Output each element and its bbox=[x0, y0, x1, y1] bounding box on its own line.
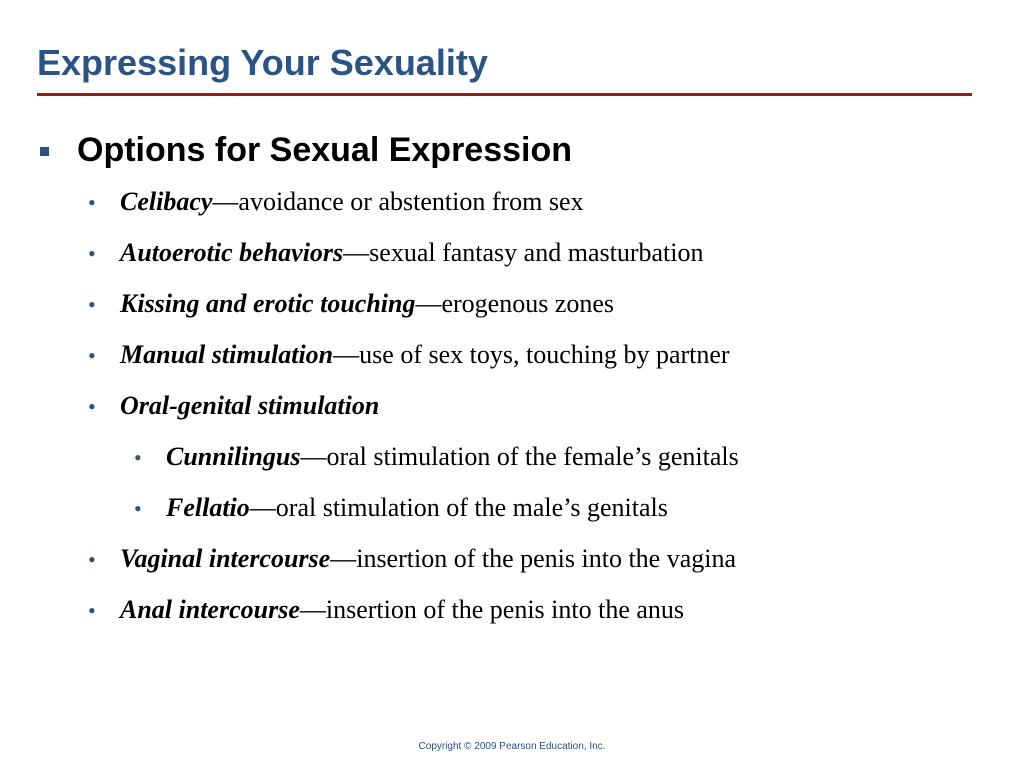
bullet-icon: • bbox=[88, 241, 96, 266]
item-description: —oral stimulation of the female’s genitals bbox=[300, 442, 739, 471]
bullet-icon: • bbox=[88, 394, 96, 419]
item-description: —insertion of the penis into the vagina bbox=[330, 544, 737, 573]
list-item bbox=[88, 289, 614, 319]
item-term: Anal intercourse bbox=[120, 595, 300, 624]
list-item bbox=[88, 544, 736, 574]
bullet-icon: • bbox=[88, 343, 96, 368]
bullet-icon: • bbox=[88, 598, 96, 623]
copyright-footer: Copyright © 2009 Pearson Education, Inc. bbox=[418, 741, 606, 752]
list-item bbox=[88, 187, 584, 217]
item-term: Oral-genital stimulation bbox=[120, 391, 380, 420]
item-term: Vaginal intercourse bbox=[120, 544, 331, 573]
sub-list-item bbox=[134, 442, 739, 472]
list-item bbox=[88, 595, 684, 625]
section-heading: Options for Sexual Expression bbox=[77, 130, 573, 169]
sub-list-item bbox=[134, 493, 668, 523]
title-divider bbox=[37, 93, 972, 96]
bullet-icon: • bbox=[88, 292, 96, 317]
item-description: —erogenous zones bbox=[415, 289, 615, 318]
slide-title: Expressing Your Sexuality bbox=[37, 42, 488, 83]
item-term: Kissing and erotic touching bbox=[120, 289, 416, 318]
list-item bbox=[88, 340, 730, 370]
section-heading-row bbox=[40, 128, 572, 172]
item-term: Cunnilingus bbox=[166, 442, 301, 471]
item-term: Autoerotic behaviors bbox=[120, 238, 344, 267]
square-bullet-icon bbox=[40, 147, 49, 156]
item-description: —oral stimulation of the male’s genitals bbox=[249, 493, 668, 522]
list-item bbox=[88, 391, 379, 421]
item-term: Manual stimulation bbox=[120, 340, 334, 369]
item-description: —sexual fantasy and masturbation bbox=[343, 238, 704, 267]
list-item bbox=[88, 238, 703, 268]
item-description: —use of sex toys, touching by partner bbox=[333, 340, 730, 369]
bullet-icon: • bbox=[88, 547, 96, 572]
bullet-icon: • bbox=[134, 445, 142, 470]
item-description: —insertion of the penis into the anus bbox=[299, 595, 685, 624]
item-term: Fellatio bbox=[166, 493, 250, 522]
bullet-icon: • bbox=[134, 496, 142, 521]
item-description: —avoidance or abstention from sex bbox=[212, 187, 584, 216]
bullet-icon: • bbox=[88, 190, 96, 215]
item-term: Celibacy bbox=[120, 187, 213, 216]
